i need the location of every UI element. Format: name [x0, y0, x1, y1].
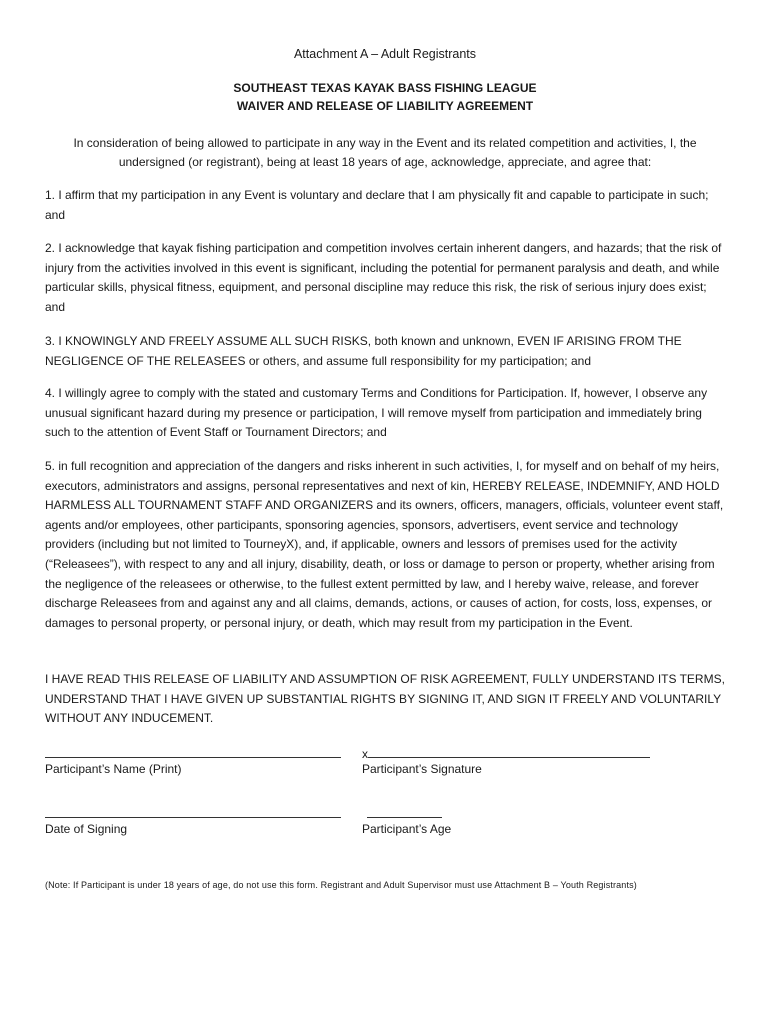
clause-3: 3. I KNOWINGLY AND FREELY ASSUME ALL SUCH RISKS, both known and unknown, EVEN IF ARISING FROM THE NEGLIGENCE OF THE RELEASEES or others, and assume full responsibility for my participation; and [45, 334, 682, 368]
date-of-signing-label: Date of Signing [45, 822, 128, 836]
participant-age-line[interactable] [367, 804, 442, 821]
clause-1: 1. I affirm that my participation in any Event is voluntary and declare that I am physically fit and capable to participate in such; and [45, 188, 709, 222]
participant-signature-label: Participant’s Signature [362, 762, 482, 776]
clause-4: 4. I willingly agree to comply with the stated and customary Terms and Conditions for Participation. If, however, I observe any unusual significant hazard during my presence or participation, I will remove myself from participation and immediately bring such to the attention of Event Staff or Tournament Directors; and [45, 386, 708, 440]
youth-note: (Note: If Participant is under 18 years of age, do not use this form. Registrant and Adult Supervisor must use Attachment B – Youth Registrants) [45, 880, 637, 890]
acknowledgement-paragraph: I HAVE READ THIS RELEASE OF LIABILITY AND ASSUMPTION OF RISK AGREEMENT, FULLY UNDERSTAND ITS TERMS, UNDERSTAND THAT I HAVE GIVEN UP SUBSTANTIAL RIGHTS BY SIGNING IT, AND SIGN IT FREELY AND VOLUNTARILY WITHOUT ANY INDUCEMENT. [45, 672, 725, 726]
participant-age-label: Participant’s Age [362, 822, 452, 836]
participant-name-label: Participant’s Name (Print) [45, 762, 182, 776]
participant-signature-line[interactable] [362, 744, 650, 761]
clause-5: 5. in full recognition and appreciation of the dangers and risks inherent in such activities, I, for myself and on behalf of my heirs, executors, administrators and assigns, personal representatives and next of kin, HEREBY RELEASE, INDEMNIFY, AND HOLD HARMLESS ALL TOURNAMENT STAFF AND ORGANIZERS and its owners, officers, managers, officials, volunteer event staff, agents and/or employees, other participants, sponsoring agencies, sponsors, advertisers, event service and technology providers (including but not limited to TourneyX), and, if applicable, owners and lessors of premises used for the activity (“Releasees”), with respect to any and all injury, disability, death, or loss or damage to person or property, whether arising from the negligence of the releasees or otherwise, to the fullest extent permitted by law, and I hereby waive, release, and forever discharge Releasees from and against any and all claims, demands, actions, or causes of action, for costs, loss, expenses, or damages to personal property, or personal injury, or death, which may result from my participation in the Event. [45, 459, 724, 630]
attachment-label: Attachment A – Adult Registrants [293, 47, 477, 61]
signature-x-mark: x [362, 747, 368, 761]
date-of-signing-line[interactable] [45, 804, 341, 821]
clause-2: 2. I acknowledge that kayak fishing participation and competition involves certain inherent dangers, and hazards; that the risk of injury from the activities involved in this event is significant, including the potential for permanent paralysis and death, and while particular skills, physical fitness, equipment, and personal discipline may reduce this risk, the risk of serious injury does exist; and [45, 241, 722, 314]
participant-name-line[interactable] [45, 744, 341, 761]
league-title: SOUTHEAST TEXAS KAYAK BASS FISHING LEAGUE [233, 81, 537, 95]
agreement-title: WAIVER AND RELEASE OF LIABILITY AGREEMENT [236, 99, 534, 113]
intro-paragraph: In consideration of being allowed to participate in any way in the Event and its related competition and activities, I, the undersigned (or registrant), being at least 18 years of age, acknowledge, appreciate, and agree that: [73, 136, 697, 169]
